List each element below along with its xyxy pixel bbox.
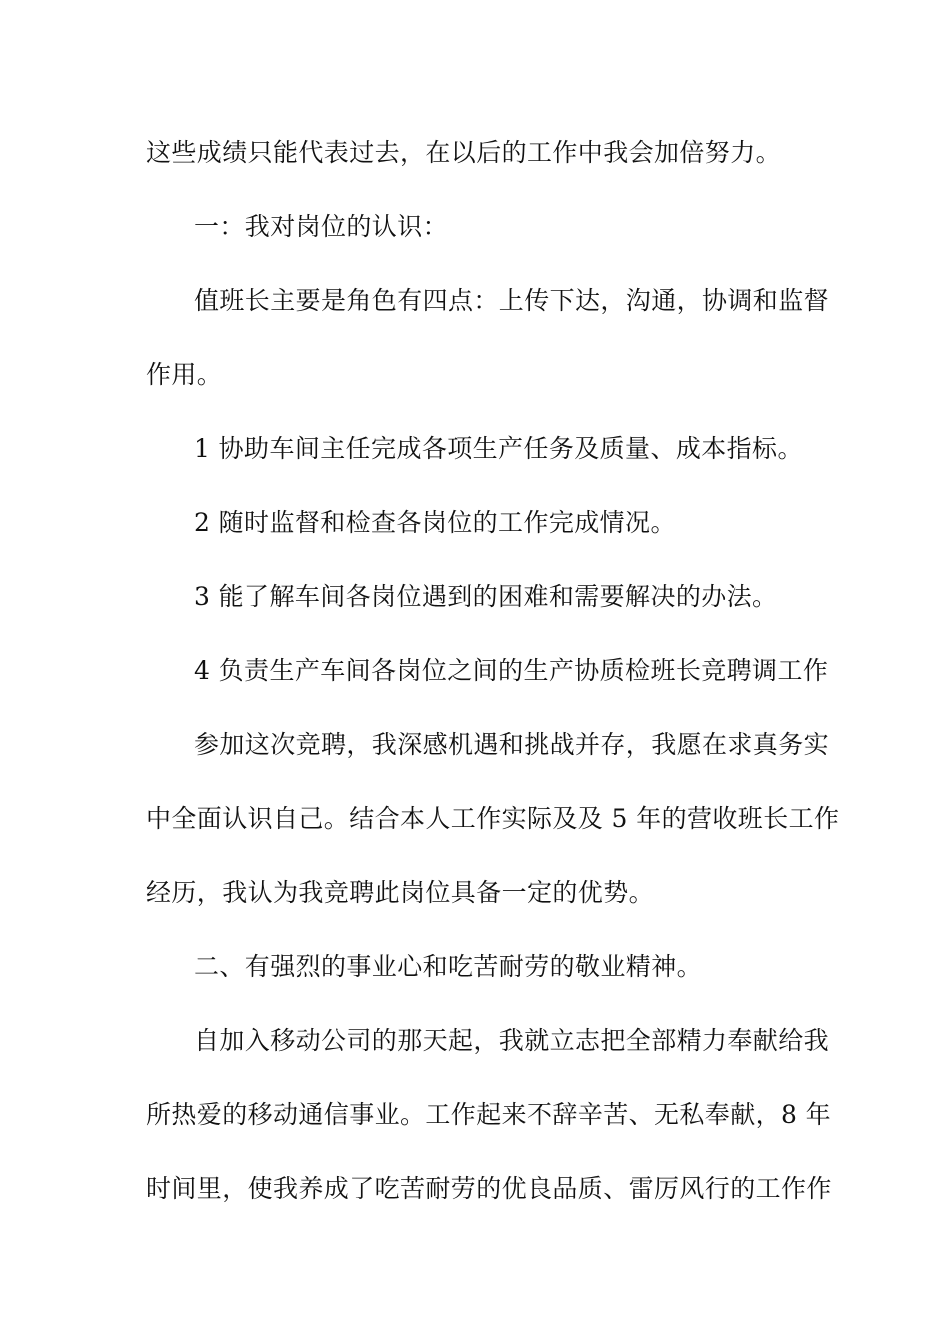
text-line: 参加这次竞聘，我深感机遇和挑战并存，我愿在求真务实: [194, 730, 830, 759]
text-line: 自加入移动公司的那天起，我就立志把全部精力奉献给我: [194, 1026, 830, 1055]
list-item: 4 负责生产车间各岗位之间的生产协质检班长竞聘调工作: [194, 656, 829, 685]
text-line: 作用。: [146, 360, 223, 389]
list-item: 3 能了解车间各岗位遇到的困难和需要解决的办法。: [194, 582, 778, 611]
text-line: 值班长主要是角色有四点：上传下达，沟通，协调和监督: [194, 286, 830, 315]
text-line: 时间里，使我养成了吃苦耐劳的优良品质、雷厉风行的工作作: [146, 1174, 832, 1203]
text-line: 这些成绩只能代表过去，在以后的工作中我会加倍努力。: [146, 138, 782, 167]
section-heading: 二、有强烈的事业心和吃苦耐劳的敬业精神。: [194, 952, 703, 981]
section-heading: 一：我对岗位的认识：: [194, 212, 449, 241]
text-line: 中全面认识自己。结合本人工作实际及及 5 年的营收班长工作: [146, 804, 840, 833]
text-line: 所热爱的移动通信事业。工作起来不辞辛苦、无私奉献，8 年: [146, 1100, 832, 1129]
list-item: 2 随时监督和检查各岗位的工作完成情况。: [194, 508, 676, 537]
text-line: 经历，我认为我竞聘此岗位具备一定的优势。: [146, 878, 655, 907]
list-item: 1 协助车间主任完成各项生产任务及质量、成本指标。: [194, 434, 803, 463]
